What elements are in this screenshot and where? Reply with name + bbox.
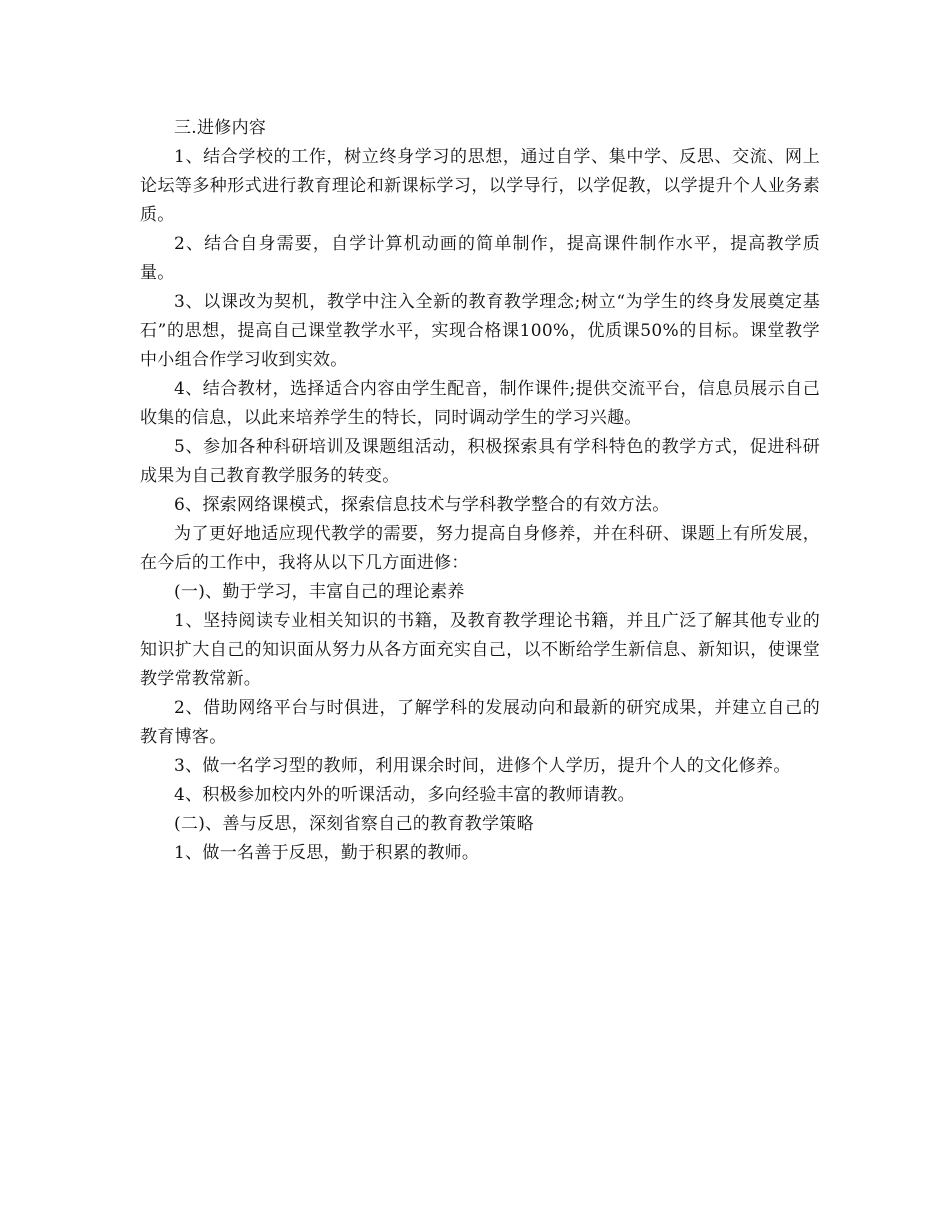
paragraph-item-2: 2、结合自身需要，自学计算机动画的简单制作，提高课件制作水平，提高教学质量。 bbox=[140, 234, 820, 283]
document-body bbox=[140, 114, 820, 868]
paragraph-item-4: 4、结合教材，选择适合内容由学生配音，制作课件;提供交流平台，信息员展示自己收集的信息，以此来培养学生的特长，同时调动学生的学习兴趣。 bbox=[140, 379, 820, 428]
paragraph-item-3: 3、以课改为契机，教学中注入全新的教育教学理念;树立“为学生的终身发展奠定基石”的思想，提高自己课堂教学水平，实现合格课100%，优质课50%的目标。课堂教学中小组合作学习收到实效。 bbox=[140, 292, 820, 370]
subheading-reflection: (二)、善与反思，深刻省察自己的教育教学策略 bbox=[174, 814, 534, 834]
paragraph-reflection-1: 1、做一名善于反思，勤于积累的教师。 bbox=[174, 843, 480, 863]
paragraph-study-2: 2、借助网络平台与时俱进，了解学科的发展动向和最新的研究成果，并建立自己的教育博客。 bbox=[140, 698, 820, 747]
paragraph-study-4: 4、积极参加校内外的听课活动，多向经验丰富的教师请教。 bbox=[174, 785, 635, 805]
paragraph-item-1: 1、结合学校的工作，树立终身学习的思想，通过自学、集中学、反思、交流、网上论坛等多种形式进行教育理论和新课标学习，以学导行，以学促教，以学提升个人业务素质。 bbox=[140, 147, 820, 225]
subheading-study: (一)、勤于学习，丰富自己的理论素养 bbox=[174, 582, 465, 602]
paragraph-item-5: 5、参加各种科研培训及课题组活动，积极探索具有学科特色的教学方式，促进科研成果为自己教育教学服务的转变。 bbox=[140, 437, 820, 486]
paragraph-study-3: 3、做一名学习型的教师，利用课余时间，进修个人学历，提升个人的文化修养。 bbox=[174, 756, 791, 776]
section-heading-training-content: 三.进修内容 bbox=[174, 118, 267, 138]
paragraph-study-1: 1、坚持阅读专业相关知识的书籍，及教育教学理论书籍，并且广泛了解其他专业的知识扩大自己的知识面从努力从各方面充实自己，以不断给学生新信息、新知识，使课堂教学常教常新。 bbox=[140, 611, 820, 689]
paragraph-item-6: 6、探索网络课模式，探索信息技术与学科教学整合的有效方法。 bbox=[174, 495, 670, 515]
paragraph-intro: 为了更好地适应现代教学的需要，努力提高自身修养，并在科研、课题上有所发展，在今后的工作中，我将从以下几方面进修： bbox=[140, 524, 820, 573]
